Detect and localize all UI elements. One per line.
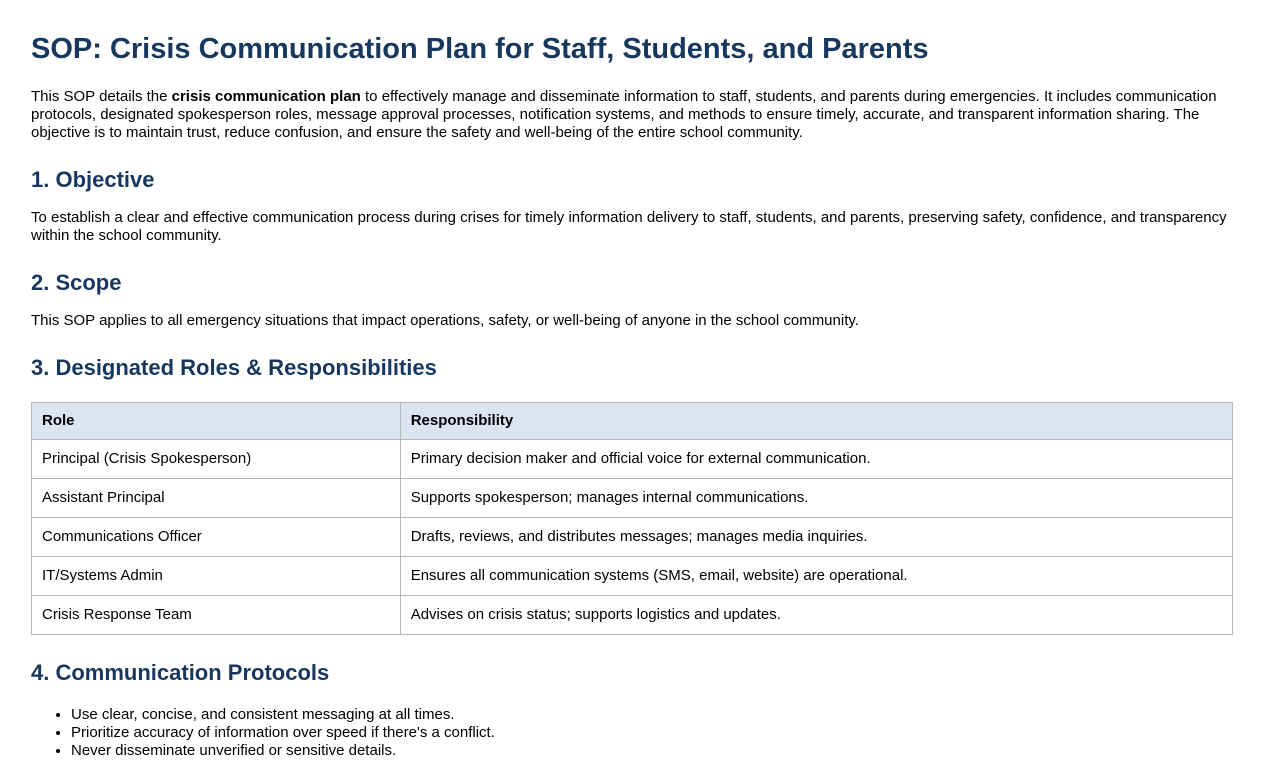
role-cell: Assistant Principal [32, 479, 401, 518]
table-row [32, 557, 1233, 596]
intro-text-after: to effectively manage and disseminate information to staff, students, and parents during emergencies. It includes communication protocols, designated spokesperson roles, message approval processes, notification systems, and methods to ensure timely, accurate, and transparent information sharing. The objective is to maintain trust, reduce confusion, and ensure the safety and well-being of the entire school community. [31, 88, 1217, 141]
list-item: • Never disseminate unverified or sensitive details. [71, 742, 1233, 760]
responsibility-cell: Ensures all communication systems (SMS, email, website) are operational. [400, 557, 1232, 596]
intro-paragraph [31, 88, 1233, 142]
list-item: • Prioritize accuracy of information over speed if there's a conflict. [71, 724, 1233, 742]
table-row [32, 596, 1233, 635]
table-header-responsibility: Responsibility [400, 403, 1232, 440]
role-cell: Communications Officer [32, 518, 401, 557]
page-title: SOP: Crisis Communication Plan for Staff, Students, and Parents [31, 33, 929, 65]
objective-paragraph: To establish a clear and effective communication process during crises for timely information delivery to staff, students, and parents, preserving safety, confidence, and transparency within the school community. [31, 209, 1227, 244]
intro-bold-term: crisis communication plan [171, 88, 361, 105]
responsibility-cell: Supports spokesperson; manages internal communications. [400, 479, 1232, 518]
responsibility-cell: Primary decision maker and official voice for external communication. [400, 440, 1232, 479]
protocols-list [31, 706, 1233, 760]
responsibility-cell: Drafts, reviews, and distributes messages; manages media inquiries. [400, 518, 1232, 557]
section-heading-roles: 3. Designated Roles & Responsibilities [31, 355, 437, 380]
table-row [32, 440, 1233, 479]
scope-paragraph: This SOP applies to all emergency situations that impact operations, safety, or well-being of anyone in the school community. [31, 312, 859, 329]
table-header-row [32, 403, 1233, 440]
intro-text-before: This SOP details the [31, 88, 172, 105]
roles-responsibilities-table [31, 402, 1233, 635]
section-heading-scope: 2. Scope [31, 270, 122, 295]
table-header-role: Role [32, 403, 401, 440]
responsibility-cell: Advises on crisis status; supports logistics and updates. [400, 596, 1232, 635]
section-heading-protocols: 4. Communication Protocols [31, 660, 330, 685]
role-cell: IT/Systems Admin [32, 557, 401, 596]
table-row [32, 518, 1233, 557]
role-cell: Principal (Crisis Spokesperson) [32, 440, 401, 479]
section-heading-objective: 1. Objective [31, 167, 155, 192]
role-cell: Crisis Response Team [32, 596, 401, 635]
table-row [32, 479, 1233, 518]
list-item: • Use clear, concise, and consistent messaging at all times. [71, 706, 1233, 724]
